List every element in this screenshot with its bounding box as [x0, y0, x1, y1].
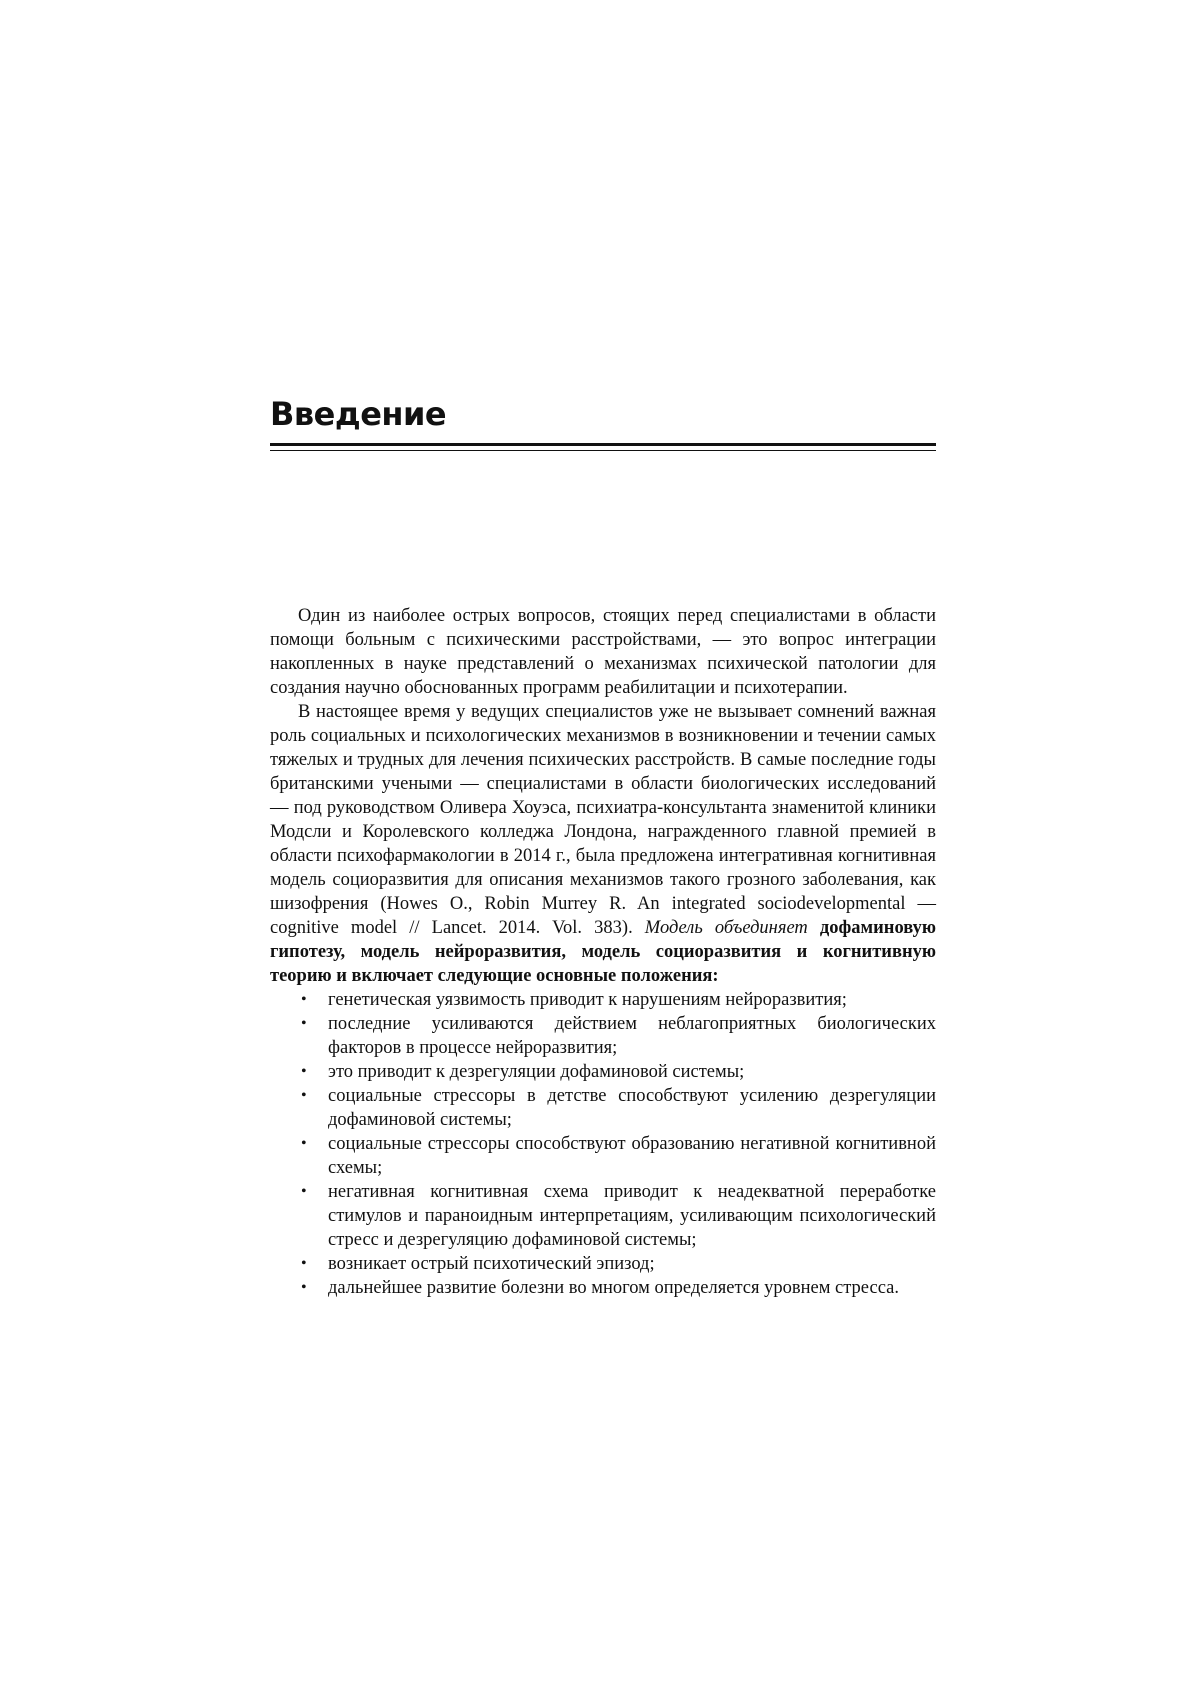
bullet-icon: •: [301, 1063, 307, 1080]
bullet-icon: •: [301, 991, 307, 1008]
title-rule-thin: [270, 450, 936, 451]
paragraph-intro: Один из наиболее острых вопросов, стоящих перед специалистами в области помощи больным с психическими расстройствами, — это вопрос интеграции накопленных в науке представлений о механизмах психической патологии для создания научно обоснованных программ реабилитации и психотерапии.: [270, 606, 936, 698]
bullet-icon: •: [301, 1015, 307, 1032]
book-page: [270, 0, 936, 1698]
bullet-icon: •: [301, 1279, 307, 1296]
list-item: [270, 1180, 936, 1252]
bullet-icon: •: [301, 1183, 307, 1200]
title-rule-thick: [270, 443, 936, 446]
bullet-icon: •: [301, 1255, 307, 1272]
paragraph-model: [270, 700, 936, 988]
list-item-text: генетическая уязвимость приводит к нарушениям нейроразвития;: [328, 990, 847, 1010]
list-item: [270, 1276, 936, 1300]
paragraph-model-bold: дофаминовую гипотезу, модель нейроразвития, модель социоразвития и когнитивную теорию и включает следующие основные положения:: [270, 918, 936, 986]
list-item: [270, 1252, 936, 1276]
list-item-text: негативная когнитивная схема приводит к неадекватной переработке стимулов и параноидным интерпретациям, усиливающим психологический стресс и дезрегуляцию дофаминовой системы;: [328, 1182, 936, 1250]
list-item-text: возникает острый психотический эпизод;: [328, 1254, 655, 1274]
list-item-text: последние усиливаются действием неблагоприятных биологических факторов в процессе нейроразвития;: [328, 1014, 936, 1058]
bullet-icon: •: [301, 1087, 307, 1104]
list-item-text: социальные стрессоры в детстве способствуют усилению дезрегуляции дофаминовой системы;: [328, 1086, 936, 1130]
paragraph-model-text: В настоящее время у ведущих специалистов уже не вызывает сомнений важная роль социальных и психологических механизмов в возникновении и течении самых тяжелых и трудных для лечения психических расстройств. В самые последние годы британскими учеными — специалистами в области биологических исследований — под руководством Оливера Хоуэса, психиатра-консультанта знаменитой клиники Модсли и Королевского колледжа Лондона, награжденного главной премией в области психофармакологии в 2014 г., была предложена интегративная когнитивная модель социоразвития для описания механизмов такого грозного заболевания, как шизофрения (Howes O., Robin Murrey R. An integrated sociodevelopmental — cognitive model // Lancet. 2014. Vol. 383).: [270, 702, 936, 938]
paragraph-model-italic: Модель объединяет: [644, 918, 808, 938]
bullet-icon: •: [301, 1135, 307, 1152]
list-item: [270, 1132, 936, 1180]
list-item-text: дальнейшее развитие болезни во многом определяется уровнем стресса.: [328, 1278, 899, 1298]
body-text: [270, 604, 936, 1300]
list-item: [270, 988, 936, 1012]
provisions-list: [270, 988, 936, 1300]
list-item: [270, 1012, 936, 1060]
list-item: [270, 1084, 936, 1132]
list-item-text: это приводит к дезрегуляции дофаминовой системы;: [328, 1062, 745, 1082]
list-item: [270, 1060, 936, 1084]
chapter-title: Введение: [270, 395, 447, 433]
list-item-text: социальные стрессоры способствуют образованию негативной когнитивной схемы;: [328, 1134, 936, 1178]
